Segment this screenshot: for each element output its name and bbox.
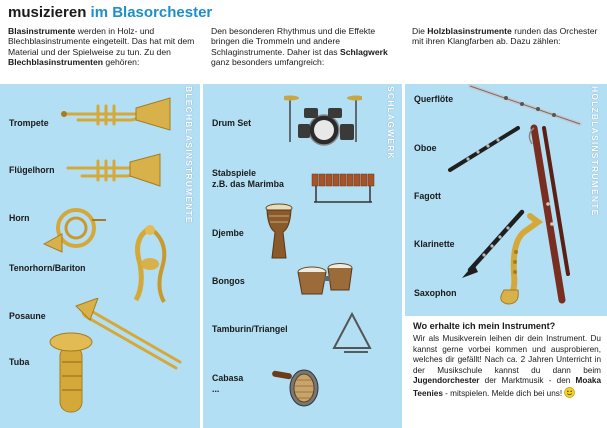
- querfloete-image: [466, 82, 584, 130]
- intro-perc-strong1: Schlagwerk: [339, 46, 388, 57]
- label-trompete: Trompete: [9, 118, 49, 128]
- marimba-image: [308, 168, 378, 206]
- intro-wood-text1: Die: [412, 26, 428, 36]
- page-title: [8, 4, 212, 21]
- triangle-image: [330, 310, 374, 354]
- label-fagott: Fagott: [414, 191, 441, 201]
- label-ellipsis: ...: [212, 384, 220, 394]
- intro-brass-text1: werden in Holz- und Blechblasinstrumente eingeteilt. Das hat mit dem Material und der Spielweise zu tun. Zu den: [8, 26, 195, 57]
- smiley-icon: [564, 387, 575, 398]
- info-heading: Wo erhalte ich mein Instrument?: [413, 321, 556, 331]
- tenorhorn-image: [126, 224, 176, 308]
- label-saxophon: Saxophon: [414, 288, 457, 298]
- label-djembe: Djembe: [212, 228, 244, 238]
- intro-woodwind: [412, 26, 602, 47]
- tuba-image: [48, 332, 94, 422]
- label-tuba: Tuba: [9, 357, 30, 367]
- label-fluegelhorn: Flügelhorn: [9, 165, 55, 175]
- intro-wood-text2: runden das Orchester mit ihren Klangfarben ab. Dazu zählen:: [412, 26, 598, 47]
- intro-brass: [8, 26, 200, 68]
- horn-image: [40, 204, 110, 254]
- saxophon-image: [494, 212, 544, 308]
- info-strong1: Jugendorchester: [413, 376, 480, 386]
- intro-brass-text2: gehören:: [103, 57, 140, 68]
- oboe-image: [444, 124, 522, 176]
- label-tamburin-triangel: Tamburin/Triangel: [212, 324, 288, 334]
- fluegelhorn-image: [64, 152, 164, 190]
- info-strong2: Moaka Teenies: [413, 376, 601, 398]
- label-drum-set: Drum Set: [212, 118, 252, 128]
- intro-percussion: [211, 26, 401, 68]
- title-part1: musizieren: [8, 4, 87, 21]
- label-querfloete: Querflöte: [414, 94, 454, 104]
- label-horn: Horn: [9, 213, 30, 223]
- intro-wood-strong1: Holzblasinstrumente: [427, 26, 512, 36]
- trumpet-image: [58, 94, 178, 134]
- label-stabspiele: Stabspiele: [212, 168, 257, 178]
- info-text3: - mitspielen. Melde dich bei uns!: [442, 388, 563, 398]
- label-marimba: z.B. das Marimba: [212, 179, 284, 189]
- label-klarinette: Klarinette: [414, 239, 455, 249]
- info-text1: Wir als Musikverein leihen dir dein Instrument. Du kannst gerne vorbei kommen und ausprobieren, welches dir gefällt! Nach ca. 2 Jahren Unterricht in der Musikschule kannst du dann beim: [413, 334, 601, 375]
- intro-perc-text1: Den besonderen Rhythmus und die Effekte bringen die Trommeln und andere Schlaginstrumente. Daher ist das: [211, 26, 376, 57]
- label-oboe: Oboe: [414, 143, 437, 153]
- intro-brass-strong1: Blasinstrumente: [8, 26, 76, 36]
- intro-brass-strong2: Blechblasinstrumenten: [8, 57, 104, 68]
- info-box: [405, 316, 607, 428]
- info-text: [413, 334, 601, 400]
- label-cabasa: Cabasa: [212, 373, 244, 383]
- cabasa-image: [270, 364, 320, 408]
- label-posaune: Posaune: [9, 311, 46, 321]
- djembe-image: [264, 202, 294, 262]
- intro-perc-text2: ganz besonders umfangreich:: [211, 57, 325, 68]
- drum-set-image: [284, 92, 362, 148]
- bongos-image: [294, 260, 358, 300]
- section-heading-brass: BLECHBLASINSTRUMENTE: [184, 86, 194, 224]
- section-heading-woodwind: HOLZBLASINSTRUMENTE: [590, 86, 600, 217]
- title-part2: im Blasorchester: [90, 4, 213, 21]
- label-bongos: Bongos: [212, 276, 245, 286]
- label-tenorhorn: Tenorhorn/Bariton: [9, 263, 86, 273]
- section-heading-percussion: SCHLAGWERK: [386, 86, 396, 160]
- info-text2: der Marktmusik - den: [479, 376, 576, 386]
